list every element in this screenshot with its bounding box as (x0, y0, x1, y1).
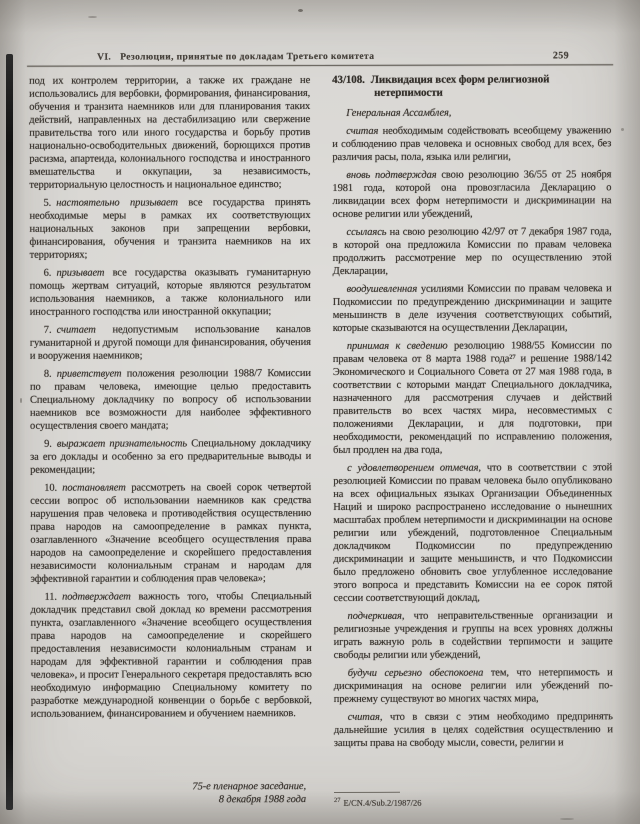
signature-line: 75-е пленарное заседание, (192, 781, 306, 793)
paragraph-lead: ссылаясь (346, 226, 387, 238)
preamble-paragraph: воодушевленная усилиями Комиссии по правам человека и Подкомиссии по предупреждению дискриминации и защите меньшинств в деле изучения соответствующих событий, которые сказываются на осуществлении Декларации, (332, 283, 612, 334)
footnote-rule (334, 792, 400, 793)
paragraph-lead: призывает (56, 267, 105, 279)
paragraph-lead: выражает признательность (56, 438, 188, 450)
continuation-paragraph: под их контролем территории, а также их граждане не использовались для вербовки, формирования, финансирования, обучения и транзита наемников или для планирования таких действий, направленных на дестабилизацию или свержение правительства того или иного государства и борьбу против национально-освободительных движений, борющихся против расизма, апартеида, колониального господства и иностранного вмешательства и оккупации, за независимость, территориальную целостность и национальное единство; (29, 75, 311, 191)
page-number: 259 (552, 50, 570, 62)
paragraph-lead: воодушевленная (346, 283, 418, 295)
paragraph-lead: с удовлетворением отмечая (347, 462, 479, 474)
operative-paragraph: 11. подтверждает важность того, чтобы Специальный докладчик представил свой доклад ко времени рассмотрения пункта, озаглавленного «Значение всеобщего осуществления права народов на самоопределение и скорейшего предоставления независимости колониальным странам и народам для эффективной гарантии и соблюдения прав человека», и просит Генерального секретаря предоставлять всю необходимую информацию Специальному комитету по разработке международной конвенции о борьбе с вербовкой, использованием, финансированием и обучением наемников. (30, 591, 312, 720)
paragraph-number: 9. (44, 438, 57, 450)
paragraph-number: 7. (43, 324, 57, 336)
operative-paragraph: 7. считает недопустимым использование каналов гуманитарной и другой помощи для финансирования, обучения и вооружения наемников; (29, 324, 311, 362)
paragraph-lead: настоятельно призывает (56, 197, 178, 209)
page-header (29, 50, 611, 63)
preamble-paragraph: вновь подтверждая свою резолюцию 36/55 от 25 ноября 1981 года, которой она провозгласила Декларацию о ликвидации всех форм нетерпимости и дискриминации на основе религии или убеждений, (332, 169, 612, 220)
paragraph-lead: подчеркивая (347, 610, 402, 622)
paragraph-lead: подтверждает (62, 591, 131, 603)
footnote-text: E/CN.4/Sub.2/1987/26 (343, 797, 422, 808)
signature-line: 8 декабря 1988 года (218, 793, 307, 805)
left-column (29, 74, 312, 815)
paragraph-lead: принимая к сведению (346, 340, 448, 352)
assembly-lead-text: Генеральная Ассамблея, (346, 107, 452, 119)
paragraph-lead: вновь подтверждая (346, 169, 437, 181)
resolution-title: Ликвидация всех форм религиозной нетерпимости (370, 73, 550, 99)
operative-paragraph: 5. настоятельно призывает все государства принять необходимые меры в рамках их соответствующих национальных законов при запрещении вербовки, финансирования, обучения и транзита наемников на их территориях; (29, 197, 311, 261)
paragraph-number: 8. (43, 368, 57, 380)
assembly-lead (332, 106, 611, 120)
preamble-paragraph: считая, что в связи с этим необходимо предпринять дальнейшие усилия в целях содействия осуществлению и защиты права на свободу мысли, совести, религии и (333, 711, 613, 749)
footnote-marker: 27 (334, 797, 341, 805)
paragraph-lead: считает (56, 324, 96, 336)
preamble-paragraph: ссылаясь на свою резолюцию 42/97 от 7 декабря 1987 года, в которой она предложила Комиссии по правам человека продолжить рассмотрение мер по осуществлению этой Декларации, (332, 226, 612, 277)
right-column (332, 73, 613, 814)
resolution-number: 43/108. (332, 73, 365, 86)
paragraph-number: 5. (43, 197, 57, 209)
preamble-paragraph: считая необходимым содействовать всеобщему уважению и соблюдению прав человека и основных свобод для всех, без различия расы, пола, языка или религии, (332, 125, 612, 163)
section-title: Резолюции, принятые по докладам Третьего комитета (120, 51, 375, 63)
preamble-paragraph: с удовлетворением отмечая, что в соответствии с этой резолюцией Комиссии по правам человека было опубликовано на всех официальных языках Организации Объединенных Наций и широко распространено исследование о нынешних масштабах проблем нетерпимости и дискриминации на основе религии или убеждений, подготовленное Специальным докладчиком Подкомиссии по предупреждению дискриминации и защите меньшинств, и что Подкомиссии было предложено обновить свое углубленное исследование этого вопроса и представить Комиссии на ее сорок пятой сессии соответствующий доклад, (333, 462, 613, 604)
paragraph-lead: приветствует (56, 368, 122, 380)
preamble-paragraph: будучи серьезно обеспокоена тем, что нетерпимость и дискриминация на основе религии или убеждений по-прежнему существуют во многих частях мира, (333, 667, 613, 705)
section-number: VI. (97, 52, 112, 63)
paragraph-lead: считая (347, 711, 380, 723)
paragraph-number: 6. (43, 267, 57, 279)
paragraph-number: 10. (44, 482, 63, 494)
meeting-signature (31, 781, 312, 815)
preamble-paragraph: подчеркивая, что неправительственные организации и религиозные учреждения и группы на всех уровнях должны играть важную роль в содействии терпимости и защите свободы религии или убеждений, (333, 610, 613, 661)
operative-paragraph: 9. выражает признательность Специальному докладчику за его доклады и особенно за его предварительные выводы и рекомендации; (30, 438, 312, 476)
header-rule (27, 64, 613, 67)
paragraph-number: 11. (44, 591, 63, 603)
paragraph-lead: считая (346, 125, 379, 137)
paragraph-lead: постановляет (62, 482, 126, 494)
preamble-paragraph: принимая к сведению резолюцию 1988/55 Комиссии по правам человека от 8 марта 1988 года²⁷ и решение 1988/142 Экономического и Социального Совета от 27 мая 1988 года, в соответствии с которыми мандат Специального докладчика, назначенного для рассмотрения случаев и действий правительств во всех частях мира, несовместимых с положениями Декларации, и для подготовки, при необходимости, рекомендаций по исправлению положения, был продлен на два года, (332, 340, 613, 456)
operative-paragraph: 8. приветствует положения резолюции 1988/7 Комиссии по правам человека, имеющие целью предоставить Специальному докладчику по вопросу об использовании наемников все возможности для наиболее эффективного осуществления своего мандата; (29, 368, 312, 432)
resolution-heading (332, 73, 611, 100)
operative-paragraph: 10. постановляет рассмотреть на своей сорок четвертой сессии вопрос об использовании наемников как средства нарушения прав человека и противодействия осуществлению права народов на самоопределение в рамках пункта, озаглавленного «Значение всеобщего осуществления права народов на самоопределение и скорейшего предоставления независимости колониальным странам и народам для эффективной гарантии и соблюдения прав человека»; (30, 482, 312, 585)
operative-paragraph: 6. призывает все государства оказывать гуманитарную помощь жертвам ситуаций, которые являются результатом использования наемников, а также колониального или иностранного господства или иностранной оккупации; (29, 267, 311, 318)
footnote (334, 791, 613, 808)
paragraph-lead: будучи серьезно обеспокоена (347, 667, 484, 679)
